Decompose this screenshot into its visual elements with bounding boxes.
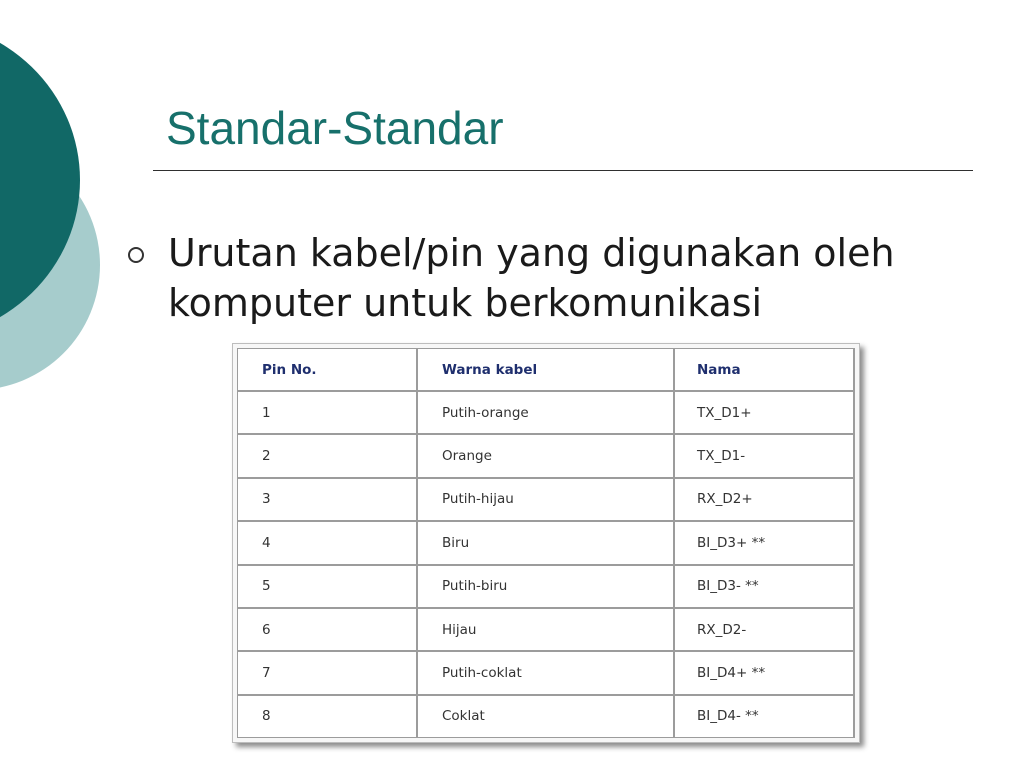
- cell-color: Biru: [418, 522, 675, 565]
- cell-name: TX_D1-: [675, 435, 855, 478]
- cell-color: Hijau: [418, 609, 675, 652]
- header-pin-no: Pin No.: [237, 348, 418, 392]
- cell-color: Putih-biru: [418, 566, 675, 609]
- pin-table-image: [232, 343, 860, 743]
- cell-name: RX_D2+: [675, 479, 855, 522]
- table-row: [237, 609, 855, 652]
- cell-name: BI_D4+ **: [675, 652, 855, 695]
- bullet-circle-icon: [128, 247, 144, 263]
- cell-name: BI_D3+ **: [675, 522, 855, 565]
- table-row: [237, 435, 855, 478]
- cell-color: Putih-hijau: [418, 479, 675, 522]
- table-header-row: [237, 348, 855, 392]
- table-row: [237, 652, 855, 695]
- cell-color: Coklat: [418, 696, 675, 738]
- slide-title: Standar-Standar: [166, 102, 504, 154]
- cell-name: TX_D1+: [675, 392, 855, 435]
- cell-color: Orange: [418, 435, 675, 478]
- table-row: [237, 479, 855, 522]
- pin-table: [237, 348, 855, 738]
- cell-color: Putih-orange: [418, 392, 675, 435]
- table-row: [237, 522, 855, 565]
- cell-pin: 1: [237, 392, 418, 435]
- cell-pin: 3: [237, 479, 418, 522]
- cell-color: Putih-coklat: [418, 652, 675, 695]
- bullet-text: Urutan kabel/pin yang digunakan oleh komputer untuk berkomunikasi: [168, 231, 895, 325]
- header-warna-kabel: Warna kabel: [418, 348, 675, 392]
- cell-pin: 5: [237, 566, 418, 609]
- table-row: [237, 392, 855, 435]
- cell-pin: 8: [237, 696, 418, 738]
- cell-name: RX_D2-: [675, 609, 855, 652]
- title-divider: [153, 170, 973, 171]
- cell-pin: 2: [237, 435, 418, 478]
- table-row: [237, 566, 855, 609]
- cell-name: BI_D3- **: [675, 566, 855, 609]
- table-row: [237, 696, 855, 738]
- cell-pin: 4: [237, 522, 418, 565]
- cell-pin: 7: [237, 652, 418, 695]
- header-nama: Nama: [675, 348, 855, 392]
- cell-pin: 6: [237, 609, 418, 652]
- cell-name: BI_D4- **: [675, 696, 855, 738]
